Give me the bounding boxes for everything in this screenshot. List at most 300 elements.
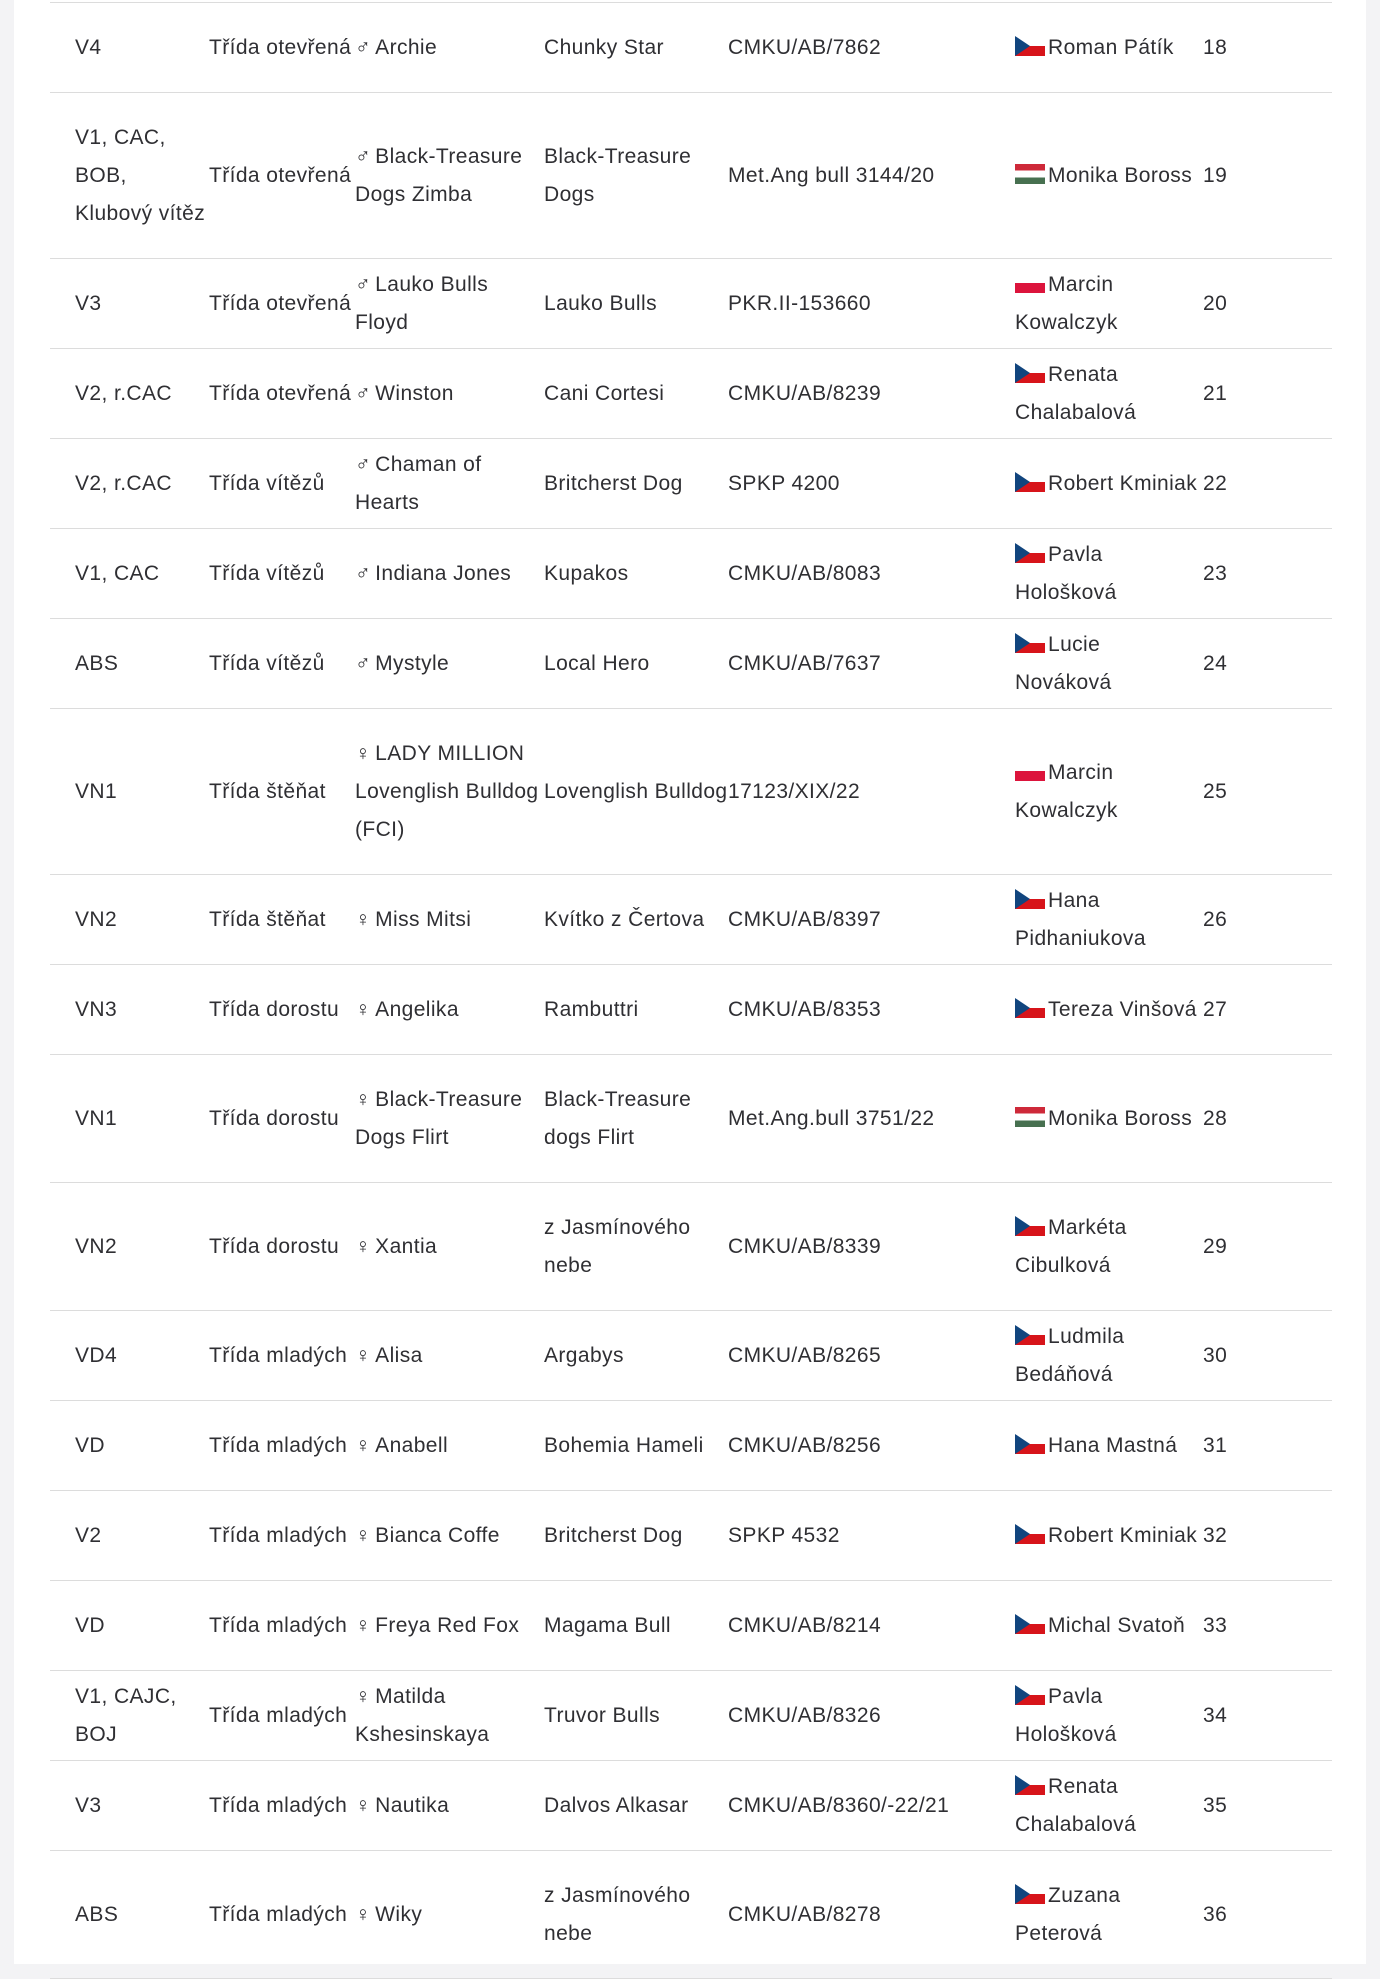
table-row [50, 93, 1332, 259]
result-text: VN3 [75, 997, 118, 1021]
owner-text: Roman Pátík [1048, 35, 1174, 59]
result-text: VN2 [75, 907, 118, 931]
dog-name-text: Indiana Jones [375, 561, 512, 585]
czech-flag-icon [1015, 1216, 1045, 1236]
owner-cell [1015, 875, 1203, 965]
class-text: Třída dorostu [209, 1234, 340, 1258]
dog-name-cell [355, 349, 544, 439]
class-cell [209, 259, 355, 349]
dog-name-cell [355, 875, 544, 965]
kennel-cell [544, 1401, 728, 1491]
class-cell [209, 349, 355, 439]
result-cell [50, 1401, 209, 1491]
result-cell [50, 349, 209, 439]
result-text: VD [75, 1613, 105, 1637]
sex-icon: ♀ [355, 997, 372, 1021]
class-cell [209, 1581, 355, 1671]
registration-text: CMKU/AB/8360/-22/21 [728, 1793, 950, 1817]
catalog-number-cell [1203, 1183, 1332, 1311]
owner-cell [1015, 1581, 1203, 1671]
kennel-text: Lauko Bulls [544, 291, 657, 315]
table-row [50, 1055, 1332, 1183]
catalog-number-cell [1203, 439, 1332, 529]
czech-flag-icon [1015, 363, 1045, 383]
owner-cell [1015, 1183, 1203, 1311]
registration-cell [728, 1491, 1015, 1581]
result-cell [50, 1055, 209, 1183]
sex-icon: ♀ [355, 1433, 372, 1457]
class-cell [209, 3, 355, 93]
class-cell [209, 1491, 355, 1581]
catalog-number-text: 33 [1203, 1613, 1228, 1637]
owner-cell [1015, 93, 1203, 259]
czech-flag-icon [1015, 36, 1045, 56]
dog-name-text: Miss Mitsi [375, 907, 472, 931]
owner-cell [1015, 1401, 1203, 1491]
class-text: Třída vítězů [209, 651, 325, 675]
owner-cell [1015, 709, 1203, 875]
result-cell [50, 439, 209, 529]
dog-name-cell [355, 1311, 544, 1401]
class-cell [209, 1671, 355, 1761]
kennel-text: Cani Cortesi [544, 381, 665, 405]
class-cell [209, 439, 355, 529]
dog-name-cell [355, 93, 544, 259]
dog-name-text: Wiky [375, 1902, 423, 1926]
result-cell [50, 3, 209, 93]
owner-text: Lucie Nováková [1015, 632, 1112, 694]
kennel-cell [544, 1581, 728, 1671]
registration-cell [728, 259, 1015, 349]
registration-text: PKR.II-153660 [728, 291, 871, 315]
owner-text: Pavla Hološková [1015, 1684, 1117, 1746]
class-cell [209, 1311, 355, 1401]
class-cell [209, 1055, 355, 1183]
sex-icon: ♀ [355, 1902, 372, 1926]
class-cell [209, 1851, 355, 1979]
table-row [50, 1761, 1332, 1851]
class-text: Třída štěňat [209, 779, 326, 803]
class-cell [209, 875, 355, 965]
sex-icon: ♀ [355, 741, 372, 765]
owner-cell [1015, 1851, 1203, 1979]
sex-icon: ♂ [355, 272, 372, 296]
kennel-text: Kupakos [544, 561, 629, 585]
owner-text: Tereza Vinšová [1048, 997, 1197, 1021]
catalog-number-text: 34 [1203, 1703, 1228, 1727]
registration-text: Met.Ang bull 3144/20 [728, 163, 935, 187]
result-text: ABS [75, 1902, 119, 1926]
class-text: Třída mladých [209, 1902, 348, 1926]
class-text: Třída dorostu [209, 997, 340, 1021]
result-cell [50, 709, 209, 875]
registration-cell [728, 3, 1015, 93]
catalog-number-text: 26 [1203, 907, 1228, 931]
czech-flag-icon [1015, 1685, 1045, 1705]
owner-text: Renata Chalabalová [1015, 1774, 1137, 1836]
catalog-number-text: 35 [1203, 1793, 1228, 1817]
dog-name-cell [355, 1491, 544, 1581]
class-text: Třída otevřená [209, 163, 352, 187]
class-cell [209, 1761, 355, 1851]
class-text: Třída vítězů [209, 561, 325, 585]
owner-text: Robert Kminiak [1048, 471, 1198, 495]
class-cell [209, 965, 355, 1055]
kennel-cell [544, 709, 728, 875]
sex-icon: ♀ [355, 1343, 372, 1367]
results-page [14, 0, 1366, 1964]
sex-icon: ♂ [355, 35, 372, 59]
kennel-text: Dalvos Alkasar [544, 1793, 689, 1817]
kennel-text: Local Hero [544, 651, 650, 675]
owner-text: Monika Boross [1048, 163, 1193, 187]
result-cell [50, 1311, 209, 1401]
sex-icon: ♀ [355, 1087, 372, 1111]
hungarian-flag-icon [1015, 164, 1045, 184]
owner-cell [1015, 1055, 1203, 1183]
kennel-cell [544, 439, 728, 529]
registration-text: Met.Ang.bull 3751/22 [728, 1106, 935, 1130]
catalog-number-cell [1203, 619, 1332, 709]
class-cell [209, 709, 355, 875]
catalog-number-cell [1203, 1491, 1332, 1581]
sex-icon: ♀ [355, 1613, 372, 1637]
dog-name-cell [355, 439, 544, 529]
owner-cell [1015, 3, 1203, 93]
result-cell [50, 259, 209, 349]
registration-cell [728, 349, 1015, 439]
owner-text: Robert Kminiak [1048, 1523, 1198, 1547]
result-cell [50, 93, 209, 259]
class-text: Třída vítězů [209, 471, 325, 495]
catalog-number-text: 29 [1203, 1234, 1228, 1258]
result-text: V4 [75, 35, 102, 59]
catalog-number-cell [1203, 529, 1332, 619]
dog-name-cell [355, 3, 544, 93]
class-cell [209, 529, 355, 619]
table-row [50, 1401, 1332, 1491]
owner-cell [1015, 1491, 1203, 1581]
result-cell [50, 1761, 209, 1851]
dog-name-cell [355, 529, 544, 619]
catalog-number-text: 28 [1203, 1106, 1228, 1130]
owner-cell [1015, 1311, 1203, 1401]
catalog-number-text: 32 [1203, 1523, 1228, 1547]
kennel-cell [544, 1671, 728, 1761]
table-row [50, 709, 1332, 875]
dog-name-cell [355, 965, 544, 1055]
catalog-number-cell [1203, 93, 1332, 259]
result-cell [50, 1851, 209, 1979]
kennel-cell [544, 875, 728, 965]
table-row [50, 965, 1332, 1055]
czech-flag-icon [1015, 1325, 1045, 1345]
class-text: Třída otevřená [209, 291, 352, 315]
table-row [50, 349, 1332, 439]
class-text: Třída otevřená [209, 35, 352, 59]
registration-text: CMKU/AB/8214 [728, 1613, 882, 1637]
kennel-text: Bohemia Hameli [544, 1433, 704, 1457]
result-text: V1, CAC, BOB, Klubový vítěz [75, 125, 206, 225]
kennel-cell [544, 349, 728, 439]
catalog-number-text: 30 [1203, 1343, 1228, 1367]
class-cell [209, 619, 355, 709]
table-row [50, 1311, 1332, 1401]
table-row [50, 1671, 1332, 1761]
owner-text: Renata Chalabalová [1015, 362, 1137, 424]
dog-name-text: Matilda Kshesinskaya [355, 1684, 490, 1746]
dog-name-text: Bianca Coffe [375, 1523, 500, 1547]
registration-text: CMKU/AB/8397 [728, 907, 882, 931]
dog-name-text: Black-Treasure Dogs Zimba [355, 144, 523, 206]
kennel-cell [544, 1055, 728, 1183]
result-text: V3 [75, 291, 102, 315]
dog-name-text: Alisa [375, 1343, 423, 1367]
class-cell [209, 1183, 355, 1311]
class-cell [209, 1401, 355, 1491]
registration-text: 17123/XIX/22 [728, 779, 861, 803]
dog-name-cell [355, 1055, 544, 1183]
registration-cell [728, 1851, 1015, 1979]
registration-cell [728, 1183, 1015, 1311]
registration-cell [728, 1055, 1015, 1183]
polish-flag-icon [1015, 273, 1045, 293]
registration-text: CMKU/AB/8265 [728, 1343, 882, 1367]
owner-text: Monika Boross [1048, 1106, 1193, 1130]
czech-flag-icon [1015, 1614, 1045, 1634]
registration-text: CMKU/AB/7862 [728, 35, 882, 59]
hungarian-flag-icon [1015, 1107, 1045, 1127]
table-row [50, 1581, 1332, 1671]
registration-cell [728, 619, 1015, 709]
table-row [50, 439, 1332, 529]
owner-text: Ludmila Bedáňová [1015, 1324, 1125, 1386]
result-text: VN2 [75, 1234, 118, 1258]
dog-name-text: Nautika [375, 1793, 450, 1817]
dog-name-cell [355, 619, 544, 709]
catalog-number-cell [1203, 875, 1332, 965]
table-row [50, 1491, 1332, 1581]
kennel-cell [544, 1851, 728, 1979]
catalog-number-cell [1203, 1851, 1332, 1979]
result-cell [50, 1671, 209, 1761]
catalog-number-cell [1203, 1671, 1332, 1761]
owner-text: Marcin Kowalczyk [1015, 760, 1118, 822]
owner-text: Hana Pidhaniukova [1015, 888, 1146, 950]
dog-name-text: Chaman of Hearts [355, 452, 482, 514]
result-text: VD4 [75, 1343, 118, 1367]
kennel-text: Rambuttri [544, 997, 639, 1021]
result-text: V1, CAJC, BOJ [75, 1684, 177, 1746]
kennel-cell [544, 3, 728, 93]
owner-cell [1015, 529, 1203, 619]
kennel-text: z Jasmínového nebe [544, 1215, 691, 1277]
czech-flag-icon [1015, 1524, 1045, 1544]
class-text: Třída mladých [209, 1703, 348, 1727]
owner-text: Zuzana Peterová [1015, 1883, 1121, 1945]
registration-cell [728, 709, 1015, 875]
registration-cell [728, 529, 1015, 619]
kennel-text: Chunky Star [544, 35, 664, 59]
kennel-cell [544, 1491, 728, 1581]
registration-cell [728, 875, 1015, 965]
czech-flag-icon [1015, 543, 1045, 563]
result-cell [50, 1183, 209, 1311]
kennel-text: Britcherst Dog [544, 1523, 683, 1547]
kennel-text: Truvor Bulls [544, 1703, 661, 1727]
sex-icon: ♀ [355, 1684, 372, 1708]
dog-name-text: Black-Treasure Dogs Flirt [355, 1087, 523, 1149]
registration-text: CMKU/AB/8326 [728, 1703, 882, 1727]
class-text: Třída mladých [209, 1433, 348, 1457]
catalog-number-cell [1203, 1761, 1332, 1851]
class-text: Třída mladých [209, 1793, 348, 1817]
dog-name-cell [355, 1761, 544, 1851]
result-text: V1, CAC [75, 561, 160, 585]
sex-icon: ♂ [355, 651, 372, 675]
results-table-body [50, 3, 1332, 1979]
catalog-number-text: 18 [1203, 35, 1228, 59]
sex-icon: ♂ [355, 381, 372, 405]
catalog-number-text: 24 [1203, 651, 1228, 675]
class-text: Třída mladých [209, 1343, 348, 1367]
dog-name-text: Mystyle [375, 651, 450, 675]
table-row [50, 3, 1332, 93]
owner-text: Marcin Kowalczyk [1015, 272, 1118, 334]
sex-icon: ♀ [355, 1234, 372, 1258]
registration-text: CMKU/AB/8239 [728, 381, 882, 405]
czech-flag-icon [1015, 889, 1045, 909]
result-cell [50, 875, 209, 965]
registration-cell [728, 1671, 1015, 1761]
sex-icon: ♀ [355, 1523, 372, 1547]
result-text: V2, r.CAC [75, 381, 172, 405]
dog-name-text: Angelika [375, 997, 459, 1021]
registration-text: CMKU/AB/8339 [728, 1234, 882, 1258]
polish-flag-icon [1015, 761, 1045, 781]
czech-flag-icon [1015, 1775, 1045, 1795]
dog-name-text: Anabell [375, 1433, 449, 1457]
table-row [50, 1183, 1332, 1311]
registration-cell [728, 1401, 1015, 1491]
owner-cell [1015, 439, 1203, 529]
dog-name-text: Winston [375, 381, 454, 405]
dog-name-cell [355, 1183, 544, 1311]
kennel-text: Lovenglish Bulldog [544, 779, 728, 803]
owner-cell [1015, 619, 1203, 709]
result-text: V3 [75, 1793, 102, 1817]
class-text: Třída mladých [209, 1613, 348, 1637]
catalog-number-text: 36 [1203, 1902, 1228, 1926]
table-row [50, 619, 1332, 709]
kennel-cell [544, 259, 728, 349]
catalog-number-text: 22 [1203, 471, 1228, 495]
czech-flag-icon [1015, 998, 1045, 1018]
kennel-cell [544, 965, 728, 1055]
result-cell [50, 1491, 209, 1581]
catalog-number-text: 31 [1203, 1433, 1228, 1457]
kennel-text: Kvítko z Čertova [544, 907, 705, 931]
catalog-number-cell [1203, 1311, 1332, 1401]
sex-icon: ♂ [355, 561, 372, 585]
kennel-text: Magama Bull [544, 1613, 671, 1637]
owner-cell [1015, 259, 1203, 349]
result-text: V2 [75, 1523, 102, 1547]
czech-flag-icon [1015, 472, 1045, 492]
kennel-cell [544, 529, 728, 619]
result-text: VD [75, 1433, 105, 1457]
dog-name-text: Xantia [375, 1234, 438, 1258]
dog-name-cell [355, 1851, 544, 1979]
registration-cell [728, 93, 1015, 259]
dog-name-text: Lauko Bulls Floyd [355, 272, 489, 334]
catalog-number-cell [1203, 1581, 1332, 1671]
table-row [50, 1851, 1332, 1979]
owner-text: Hana Mastná [1048, 1433, 1178, 1457]
kennel-cell [544, 619, 728, 709]
catalog-number-text: 27 [1203, 997, 1228, 1021]
owner-cell [1015, 349, 1203, 439]
catalog-number-cell [1203, 709, 1332, 875]
catalog-number-text: 25 [1203, 779, 1228, 803]
registration-cell [728, 965, 1015, 1055]
registration-text: CMKU/AB/8083 [728, 561, 882, 585]
sex-icon: ♂ [355, 144, 372, 168]
kennel-text: Argabys [544, 1343, 624, 1367]
dog-name-cell [355, 1671, 544, 1761]
result-cell [50, 619, 209, 709]
class-cell [209, 93, 355, 259]
dog-name-cell [355, 1401, 544, 1491]
registration-cell [728, 1761, 1015, 1851]
sex-icon: ♀ [355, 907, 372, 931]
catalog-number-cell [1203, 3, 1332, 93]
registration-text: CMKU/AB/8278 [728, 1902, 882, 1926]
table-row [50, 529, 1332, 619]
catalog-number-cell [1203, 1055, 1332, 1183]
catalog-number-text: 23 [1203, 561, 1228, 585]
registration-cell [728, 439, 1015, 529]
class-text: Třída dorostu [209, 1106, 340, 1130]
dog-name-text: Archie [375, 35, 438, 59]
table-row [50, 875, 1332, 965]
catalog-number-text: 21 [1203, 381, 1228, 405]
registration-text: CMKU/AB/8256 [728, 1433, 882, 1457]
catalog-number-cell [1203, 349, 1332, 439]
owner-cell [1015, 965, 1203, 1055]
kennel-cell [544, 1311, 728, 1401]
results-table [50, 2, 1332, 1979]
kennel-text: z Jasmínového nebe [544, 1883, 691, 1945]
dog-name-text: LADY MILLION Lovenglish Bulldog (FCI) [355, 741, 539, 841]
registration-text: CMKU/AB/7637 [728, 651, 882, 675]
catalog-number-cell [1203, 965, 1332, 1055]
owner-text: Michal Svatoň [1048, 1613, 1186, 1637]
catalog-number-cell [1203, 1401, 1332, 1491]
class-text: Třída štěňat [209, 907, 326, 931]
sex-icon: ♂ [355, 452, 372, 476]
catalog-number-cell [1203, 259, 1332, 349]
result-text: ABS [75, 651, 119, 675]
kennel-text: Black-Treasure Dogs [544, 144, 692, 206]
result-cell [50, 1581, 209, 1671]
sex-icon: ♀ [355, 1793, 372, 1817]
class-text: Třída otevřená [209, 381, 352, 405]
kennel-cell [544, 93, 728, 259]
table-row [50, 259, 1332, 349]
catalog-number-text: 20 [1203, 291, 1228, 315]
dog-name-cell [355, 259, 544, 349]
